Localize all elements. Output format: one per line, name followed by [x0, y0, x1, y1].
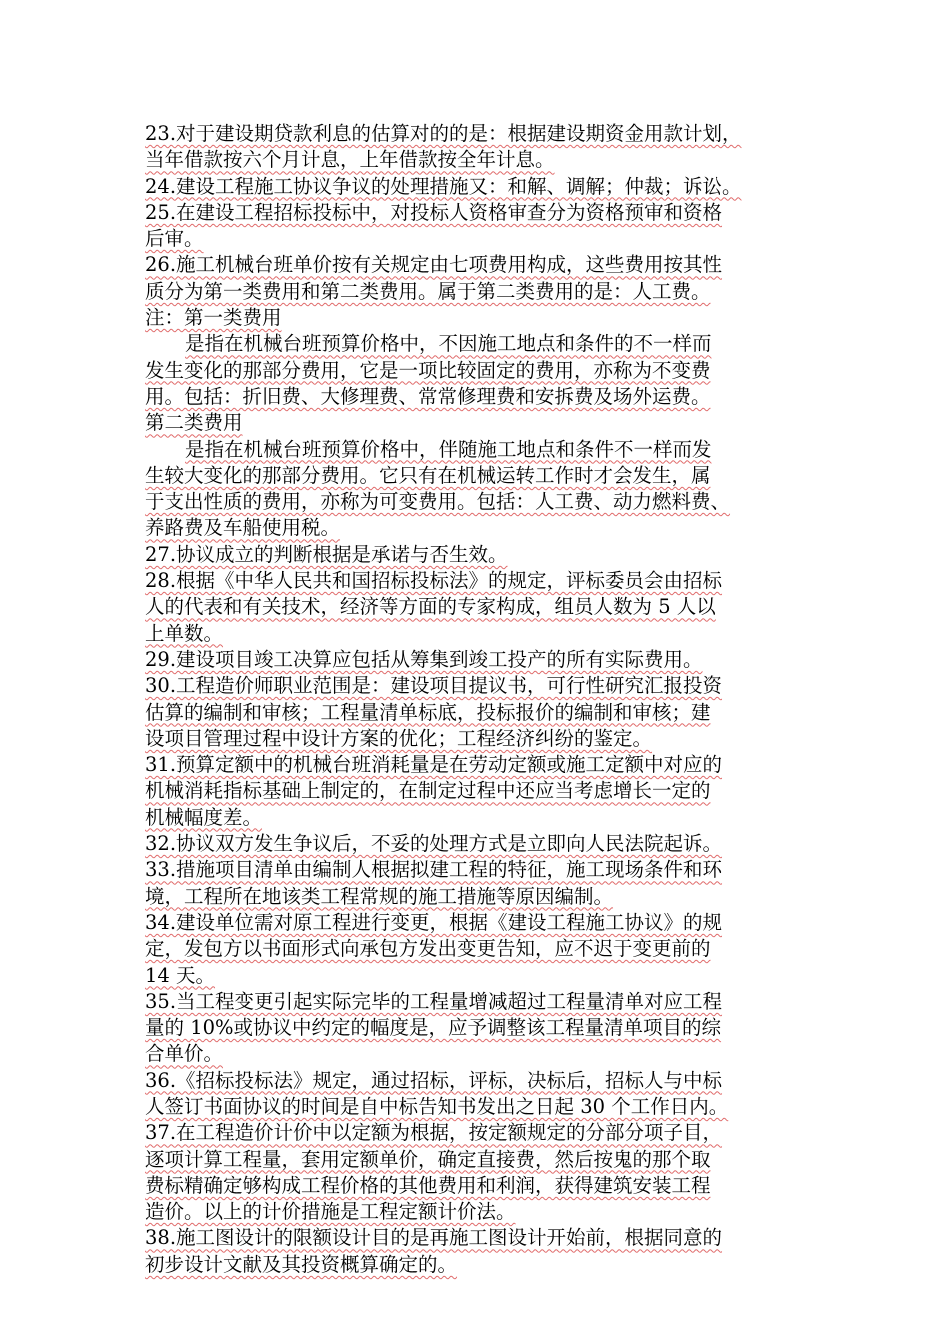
- text-line: 人签订书面协议的时间是自中标告知书发出之日起 30 个工作日内。: [145, 1094, 729, 1118]
- text-line: 上单数。: [145, 621, 224, 645]
- text-line: 34.建设单位需对原工程进行变更，根据《建设工程施工协议》的规: [145, 910, 723, 934]
- text-line: 23.对于建设期贷款利息的估算对的的是：根据建设期资金用款计划，: [145, 122, 742, 145]
- text-line: 第二类费用: [145, 411, 243, 435]
- text-line: 30.工程造价师职业范围是：建设项目提议书，可行性研究汇报投资: [145, 674, 723, 698]
- text-line: 38.施工图设计的限额设计目的是再施工图设计开始前，根据同意的: [145, 1226, 723, 1250]
- text-line: 26.施工机械台班单价按有关规定由七项费用构成，这些费用按其性: [145, 253, 723, 277]
- text-line: 发生变化的那部分费用，它是一项比较固定的费用，亦称为不变费: [145, 358, 711, 382]
- text-line: 当年借款按六个月计息，上年借款按全年计息。: [145, 148, 555, 172]
- text-line: 逐项计算工程量，套用定额单价，确定直接费，然后按鬼的那个取: [145, 1147, 711, 1171]
- text-line: 31.预算定额中的机械台班消耗量是在劳动定额或施工定额中对应的: [145, 753, 723, 777]
- text-line: 机械幅度差。: [145, 805, 263, 829]
- text-line: 是指在机械台班预算价格中，不因施工地点和条件的不一样而: [185, 332, 712, 356]
- text-line: 24.建设工程施工协议争议的处理措施又：和解、调解；仲裁；诉讼。: [145, 174, 742, 198]
- text-line: 设项目管理过程中设计方案的优化；工程经济纠纷的鉴定。: [145, 726, 653, 750]
- text-line: 合单价。: [145, 1042, 224, 1066]
- text-line: 36.《招标投标法》规定，通过招标，评标，决标后，招标人与中标: [145, 1068, 723, 1092]
- text-line: 估算的编制和审核；工程量清单标底，投标报价的编制和审核；建: [145, 700, 711, 724]
- text-line: 32.协议双方发生争议后，不妥的处理方式是立即向人民法院起诉。: [145, 832, 723, 856]
- text-line: 机械消耗指标基础上制定的，在制定过程中还应当考虑增长一定的: [145, 779, 711, 803]
- text-line: 人的代表和有关技术，经济等方面的专家构成，组员人数为 5 人以: [145, 595, 716, 619]
- text-line: 养路费及车船使用税。: [145, 516, 341, 540]
- text-line: 33.措施项目清单由编制人根据拟建工程的特征，施工现场条件和环: [145, 858, 723, 882]
- text-line: 后审。: [145, 227, 204, 251]
- text-line: 生较大变化的那部分费用。它只有在机械运转工作时才会发生，属: [145, 463, 711, 487]
- text-line: 质分为第一类费用和第二类费用。属于第二类费用的是：人工费。: [145, 279, 711, 303]
- text-line: 29.建设项目竣工决算应包括从筹集到竣工投产的所有实际费用。: [145, 647, 703, 671]
- text-line: 35.当工程变更引起实际完毕的工程量增减超过工程量清单对应工程: [145, 989, 723, 1013]
- text-line: 境，工程所在地该类工程常规的施工措施等原因编制。: [145, 884, 614, 908]
- text-line: 初步设计文献及其投资概算确定的。: [145, 1252, 458, 1276]
- text-line: 于支出性质的费用，亦称为可变费用。包括：人工费、动力燃料费、: [145, 490, 731, 514]
- text-line: 量的 10%或协议中约定的幅度是，应予调整该工程量清单项目的综: [145, 1016, 722, 1040]
- text-line: 用。包括：折旧费、大修理费、常常修理费和安拆费及场外运费。: [145, 384, 711, 408]
- text-line: 37.在工程造价计价中以定额为根据，按定额规定的分部分项子目，: [145, 1121, 723, 1145]
- text-line: 14 天。: [145, 963, 216, 987]
- text-line: 费标精确定够构成工程价格的其他费用和利润，获得建筑安装工程: [145, 1173, 711, 1197]
- text-line: 28.根据《中华人民共和国招标投标法》的规定，评标委员会由招标: [145, 569, 723, 593]
- text-line: 是指在机械台班预算价格中，伴随施工地点和条件不一样而发: [185, 437, 712, 461]
- document-body: [145, 121, 825, 1278]
- text-line: 造价。以上的计价措施是工程定额计价法。: [145, 1200, 516, 1224]
- text-line: 25.在建设工程招标投标中，对投标人资格审查分为资格预审和资格: [145, 200, 723, 224]
- text-line: 27.协议成立的判断根据是承诺与否生效。: [145, 542, 508, 566]
- text-line: 注：第一类费用: [145, 306, 282, 330]
- text-line: 定，发包方以书面形式向承包方发出变更告知，应不迟于变更前的: [145, 937, 711, 961]
